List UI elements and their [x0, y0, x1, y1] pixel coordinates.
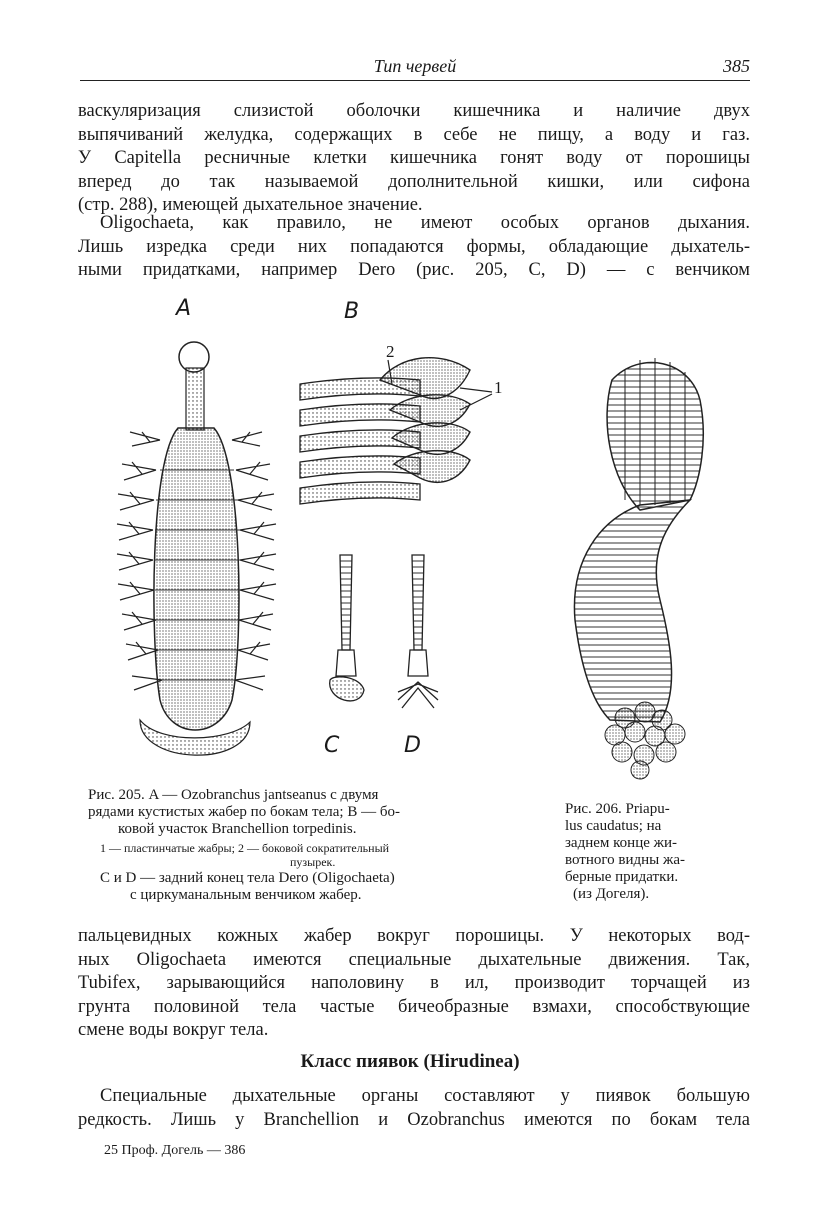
caption-line: C и D — задний конец тела Dero (Oligochaeta)	[100, 870, 395, 886]
caption-line: Рис. 205. A — Ozobranchus jantseanus с двумя	[88, 787, 379, 803]
label-1: 1	[494, 378, 503, 397]
caption-line: Рис. 206. Priapu-	[565, 801, 670, 817]
figure-205-legend	[100, 841, 389, 869]
legend-line: 1 — пластинчатые жабры; 2 — боковой сократительный	[100, 841, 390, 855]
running-title: Тип червей	[373, 56, 457, 76]
text-line: Oligochaeta, как правило, не имеют особых органов дыхания.	[100, 213, 750, 233]
text-line: (стр. 288), имеющей дыхательное значение.	[78, 195, 423, 215]
footer-signature: 25 Проф. Догель — 386	[104, 1143, 246, 1158]
figure-letter-d: D	[404, 733, 421, 758]
text-line: смене воды вокруг тела.	[78, 1020, 269, 1040]
figure-206-caption	[565, 801, 685, 903]
text-line: вперед до так называемой дополнительной кишки, или сифона	[78, 171, 750, 192]
legend-line: пузырек.	[290, 855, 336, 869]
text-line: грунта половиной тела частые бичеобразные взмахи, способствующие	[78, 996, 750, 1017]
figure-letter-c: C	[324, 733, 340, 758]
caption-line: вотного видны жа-	[565, 852, 686, 868]
caption-line: берные придатки.	[565, 869, 679, 885]
caption-line: lus caudatus; на	[565, 818, 662, 834]
text-line: Tubifex, зарывающийся наполовину в ил, производит торчащей из	[78, 973, 750, 993]
paragraph-4	[78, 1085, 750, 1132]
text-line: У Capitella ресничные клетки кишечника гонят воду от порошицы	[78, 148, 750, 168]
label-2: 2	[386, 342, 395, 361]
text-line: Специальные дыхательные органы составляют у пиявок большую	[100, 1086, 750, 1106]
text-line: ных Oligochaeta имеются специальные дыхательные движения. Так,	[78, 949, 750, 970]
caption-line: ковой участок Branchellion torpedinis.	[118, 821, 357, 837]
section-title: Класс пиявок (Hirudinea)	[300, 1051, 520, 1072]
caption-line: заднем конце жи-	[565, 835, 678, 851]
paragraph-3	[78, 925, 750, 1043]
figure-205-caption	[88, 787, 400, 838]
text-line: васкуляризация слизистой оболочки кишечника и наличие двух	[78, 101, 750, 121]
figure-205-caption-2	[100, 870, 395, 904]
caption-line: рядами кустистых жабер по бокам тела; B — бо-	[88, 804, 400, 820]
page-number: 385	[723, 56, 750, 76]
caption-line: (из Догеля).	[573, 886, 650, 902]
text-line: пальцевидных кожных жабер вокруг порошицы. У некоторых вод-	[78, 926, 750, 946]
text-line: Лишь изредка среди них попадаются формы, обладающие дыхатель-	[78, 236, 750, 257]
caption-line: с циркуманальным венчиком жабер.	[130, 887, 362, 903]
text-line: ными придатками, например Dero (рис. 205, C, D) — с венчиком	[78, 260, 750, 280]
text-line: редкость. Лишь у Branchellion и Ozobranchus имеются по бокам тела	[78, 1109, 750, 1130]
figure-letter-b: B	[344, 299, 360, 324]
figure-letter-a: A	[176, 296, 192, 321]
text-line: выпячиваний желудка, содержащих в себе не пищу, а воду и газ.	[78, 124, 750, 145]
